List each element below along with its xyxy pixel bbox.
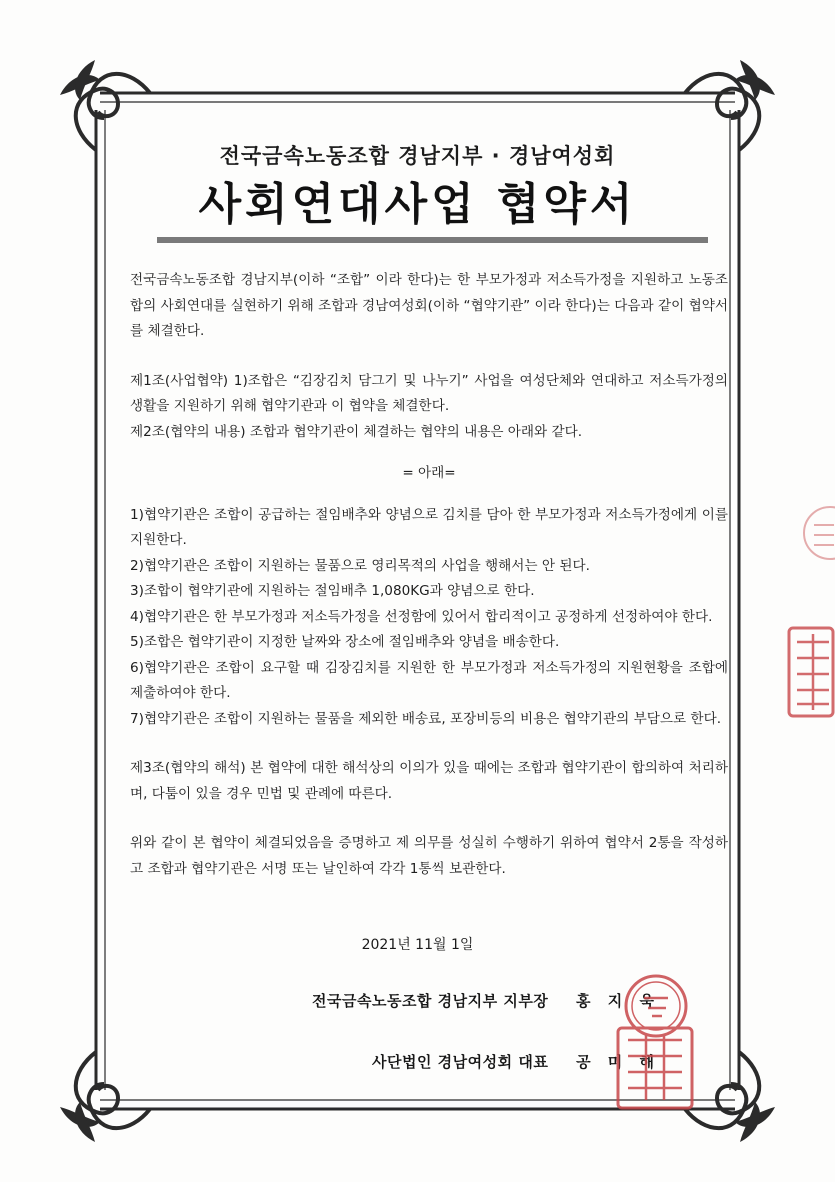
document-title: 사회연대사업 협약서 bbox=[198, 179, 637, 230]
intro-paragraph: 전국금속노동조합 경남지부(이하 “조합” 이라 한다)는 한 부모가정과 저소득가정을 지원하고 노동조합의 사회연대를 실현하기 위해 조합과 경남여성회(이하 “협약기관” 이라 한다)는 다음과 같이 협약서를 체결한다. bbox=[130, 272, 728, 339]
leaf-corner-ornament-bottom-right bbox=[685, 1052, 775, 1142]
list-item: 3)조합이 협약기관에 지원하는 절임배추 1,080KG과 양념으로 한다. bbox=[130, 583, 535, 599]
agreement-date: 2021년 11월 1일 bbox=[361, 937, 474, 953]
red-ink-seal-icon bbox=[785, 622, 835, 722]
document-body bbox=[130, 268, 728, 882]
closing-paragraph: 위와 같이 본 협약이 체결되었음을 증명하고 제 의무를 성실히 수행하기 위하여 협약서 2통을 작성하고 조합과 협약기관은 서명 또는 날인하여 각각 1통씩 보관한다. bbox=[130, 835, 728, 877]
signatory-1-name: 홍 지 욱 bbox=[576, 992, 660, 1010]
signatory-1-org: 전국금속노동조합 경남지부 지부장 bbox=[312, 992, 549, 1010]
leaf-corner-ornament-top-left bbox=[60, 60, 150, 150]
signatory-2 bbox=[372, 1051, 660, 1072]
title-underline bbox=[157, 237, 708, 243]
article-2: 제2조(협약의 내용) 조합과 협약기관이 체결하는 협약의 내용은 아래와 같다. bbox=[130, 423, 583, 440]
signatory-2-org: 사단법인 경남여성회 대표 bbox=[372, 1053, 549, 1071]
list-item: 5)조합은 협약기관이 지정한 날짜와 장소에 절임배추와 양념을 배송한다. bbox=[130, 634, 560, 650]
article-3: 제3조(협약의 해석) 본 협약에 대한 해석상의 이의가 있을 때에는 조합과 협약기관이 합의하여 처리하며, 다툼이 있을 경우 민법 및 관례에 따른다. bbox=[130, 760, 728, 802]
list-item: 1)협약기관은 조합이 공급하는 절임배추와 양념으로 김치를 담아 한 부모가정과 저소득가정에게 이를 지원한다. bbox=[130, 506, 728, 548]
header-subtitle: 전국금속노동조합 경남지부 · 경남여성회 bbox=[219, 144, 616, 168]
leaf-corner-ornament-bottom-left bbox=[60, 1052, 150, 1142]
list-item: 7)협약기관은 조합이 지원하는 물품을 제외한 배송료, 포장비등의 비용은 협약기관의 부담으로 한다. bbox=[130, 710, 722, 727]
list-item: 6)협약기관은 조합이 요구할 때 김장김치를 지원한 한 부모가정과 저소득가정의 지원현황을 조합에 제출하여야 한다. bbox=[130, 659, 728, 701]
leaf-corner-ornament-top-right bbox=[685, 60, 775, 150]
article-1: 제1조(사업협약) 1)조합은 “김장김치 담그기 및 나누기” 사업을 여성단체와 연대하고 저소득가정의 생활을 지원하기 위해 협약기관과 이 협약을 체결한다. bbox=[130, 372, 728, 414]
below-label: = 아래= bbox=[402, 465, 456, 481]
list-item: 4)협약기관은 한 부모가정과 저소득가정을 선정함에 있어서 합리적이고 공정하게 선정하여야 한다. bbox=[130, 608, 713, 625]
signatory-2-name: 공 미 해 bbox=[576, 1053, 660, 1071]
red-ink-seal-icon bbox=[800, 495, 835, 575]
list-item: 2)협약기관은 조합이 지원하는 물품으로 영리목적의 사업을 행해서는 안 된다. bbox=[130, 557, 590, 574]
signatory-1 bbox=[312, 990, 660, 1011]
